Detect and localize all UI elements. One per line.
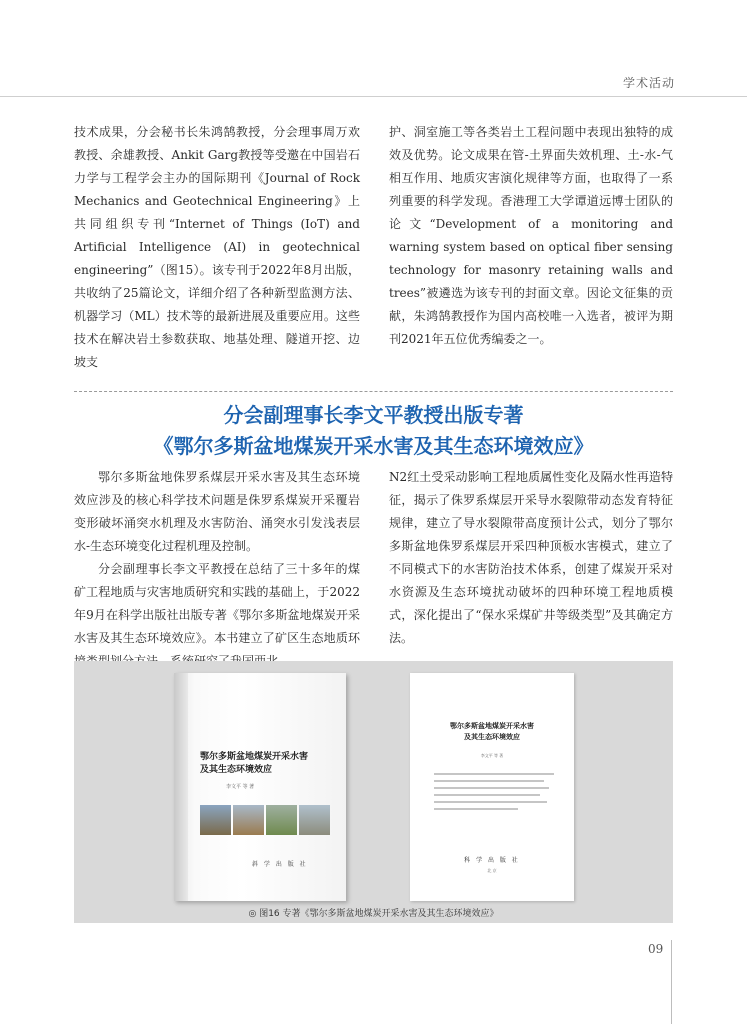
header-rule (0, 96, 747, 97)
title-page-title (410, 721, 574, 743)
article-title-line1: 分会副理事长李文平教授出版专著 (223, 403, 524, 427)
paragraph: 护、洞室施工等各类岩土工程问题中表现出独特的成效及优势。论文成果在管-土界面失效机理、土-水-气相互作用、地质灾害演化规律等方面，也取得了一系列重要的科学发现。香港理工大学谭道远博士团队的论文“Development of a monitoring and warning system based on optical fiber sensing technology for masonry retaining walls and trees”被遴选为该专刊的封面文章。因论文征集的贡献，朱鸿鹄教授作为国内高校唯一入选者，被评为期刊2021年五位优秀编委之一。 (389, 125, 673, 346)
footer-rule (671, 940, 672, 1024)
paragraph: 鄂尔多斯盆地侏罗系煤层开采水害及其生态环境效应涉及的核心科学技术问题是侏罗系煤炭开采覆岩变形破坏涌突水机理及水害防治、涌突水引发浅表层水-生态环境变化过程机理及控制。 (74, 470, 360, 553)
book-title-line2: 及其生态环境效应 (200, 765, 273, 775)
cover-photo-strip (200, 805, 330, 835)
paragraph: 分会副理事长李文平教授在总结了三十多年的煤矿工程地质与灾害地质研究和实践的基础上，于2022年9月在科学出版社出版专著《鄂尔多斯盆地煤炭开采水害及其生态环境效应》。本书建立了矿区生态地质环 (74, 562, 360, 645)
section-divider (74, 391, 673, 392)
cover-photo (299, 805, 330, 835)
cover-photo (266, 805, 297, 835)
top-left-column (74, 121, 360, 374)
book-cover-title (200, 751, 308, 777)
book-author: 李文平 等 著 (226, 784, 255, 790)
title-page-title-line1: 鄂尔多斯盆地煤炭开采水害 (450, 722, 534, 730)
book-spine (174, 673, 188, 901)
cover-photo (233, 805, 264, 835)
title-page-fine-print (434, 773, 554, 815)
figure-16 (74, 661, 673, 923)
title-page-title-line2: 及其生态环境效应 (464, 733, 520, 741)
cover-photo (200, 805, 231, 835)
title-page-city: 北 京 (487, 868, 497, 873)
paragraph: N2红土受采动影响工程地质属性变化及隔水性再造特征，揭示了侏罗系煤层开采导水裂隙带动态发育特征规律，建立了导水裂隙带高度预计公式，划分了鄂尔多斯盆地侏罗系煤层开采四种顶板水害模式，建立了不同模式下的水害防治技术体系，创建了煤炭开采对水资源及生态环境扰动破坏的四种环境工程地质模式，深化提出了“保水采煤矿井等级类型”及其确定方法。 (389, 470, 673, 645)
title-page-author: 李文平 等 著 (480, 753, 504, 758)
page-number: 09 (648, 942, 664, 956)
book-cover (174, 673, 346, 901)
bottom-right-column (389, 466, 673, 650)
book-publisher: 斜 学 出 版 社 (252, 861, 308, 868)
book-title-page (410, 673, 574, 901)
top-right-column (389, 121, 673, 351)
section-label: 学术活动 (622, 76, 675, 90)
book-title-line1: 鄂尔多斯盆地煤炭开采水害 (200, 752, 309, 762)
figure-caption: ◎ 图16 专著《鄂尔多斯盆地煤炭开采水害及其生态环境效应》 (248, 909, 499, 919)
article-title-line2: 《鄂尔多斯盆地煤炭开采水害及其生态环境效应》 (153, 434, 594, 458)
paragraph: 技术成果，分会秘书长朱鸿鹄教授，分会理事周万欢教授、余雄教授、Ankit Garg教授等受邀在中国岩石力学与工程学会主办的国际期刊《Journal of Rock Mechanics and Geotechnical Engineering》上共同组织专刊“Internet of Things (IoT) and Artificial Intelligence (AI) in geotechnical engineering”（图15）。该专刊于2022年8月出版，共收纳了25篇论文，详细介绍了各种新型监测方法、机器学习（ML）技术等的最新进展及重要应用。这些技术在解决岩土参数获取、地基处理、隧道开挖、边坡支 (74, 125, 360, 369)
bottom-left-column (74, 466, 360, 673)
title-page-publisher: 科 学 出 版 社 (464, 857, 520, 864)
